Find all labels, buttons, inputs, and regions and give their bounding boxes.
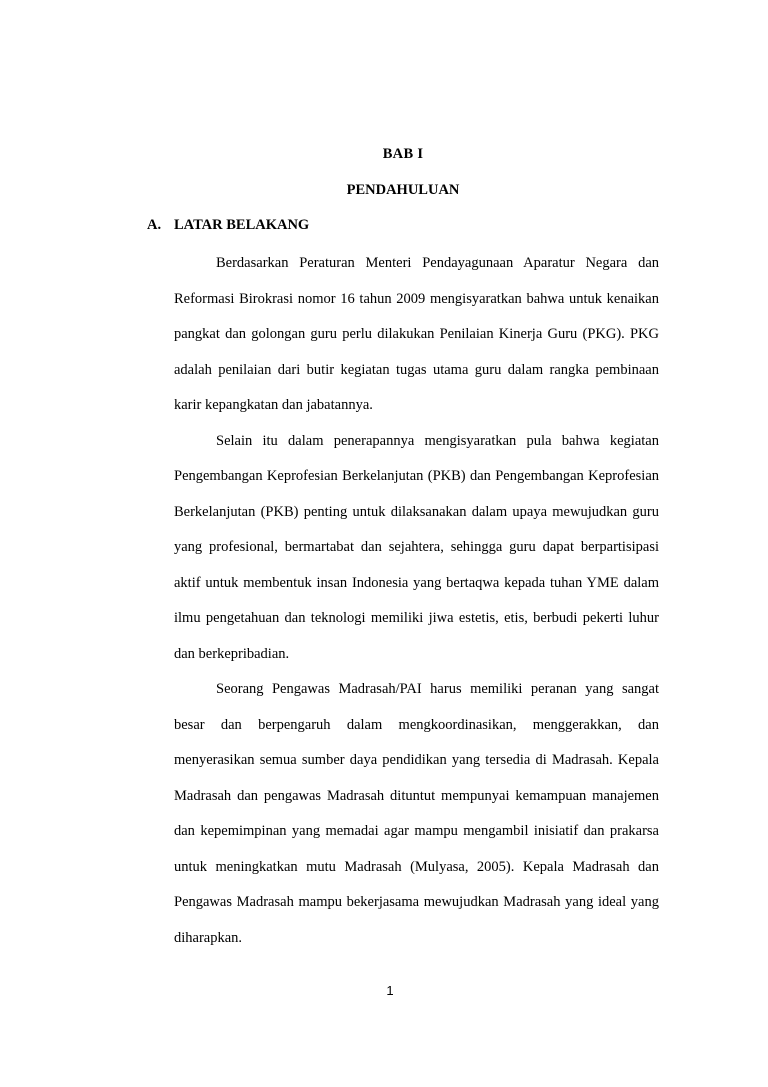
paragraph: Selain itu dalam penerapannya mengisyaratkan pula bahwa kegiatan Pengembangan Keprofesian Berkelanjutan (PKB) dan Pengembangan Keprofesian Berkelanjutan (PKB) penting untuk dilaksanakan dalam upaya mewujudkan guru yang profesional, bermartabat dan sejahtera, sehingga guru dapat berpartisipasi aktif untuk membentuk insan Indonesia yang bertaqwa kepada tuhan YME dalam ilmu pengetahuan dan teknologi memiliki jiwa estetis, etis, berbudi pekerti luhur dan berkepribadian.: [174, 432, 659, 662]
section-marker: A.: [147, 217, 162, 233]
section-heading: [147, 217, 309, 234]
paragraph: Seorang Pengawas Madrasah/PAI harus memiliki peranan yang sangat besar dan berpengaruh dalam mengkoordinasikan, menggerakkan, dan menyerasikan semua sumber daya pendidikan yang tersedia di Madrasah. Kepala Madrasah dan pengawas Madrasah dituntut mempunyai kemampuan manajemen dan kepemimpinan yang memadai agar mampu mengambil inisiatif dan prakarsa untuk meningkatkan mutu Madrasah (Mulyasa, 2005). Kepala Madrasah dan Pengawas Madrasah mampu bekerjasama mewujudkan Madrasah yang ideal yang diharapkan.: [174, 681, 659, 946]
page-number: 1: [386, 983, 394, 998]
paragraph: Berdasarkan Peraturan Menteri Pendayagunaan Aparatur Negara dan Reformasi Birokrasi nomor 16 tahun 2009 mengisyaratkan bahwa untuk kenaikan pangkat dan golongan guru perlu dilakukan Penilaian Kinerja Guru (PKG). PKG adalah penilaian dari butir kegiatan tugas utama guru dalam rangka pembinaan karir kepangkatan dan jabatannya.: [174, 255, 659, 413]
body-text: [174, 246, 659, 956]
chapter-title: PENDAHULUAN: [346, 182, 460, 198]
chapter-number: BAB I: [382, 146, 424, 162]
section-title: LATAR BELAKANG: [174, 217, 310, 233]
